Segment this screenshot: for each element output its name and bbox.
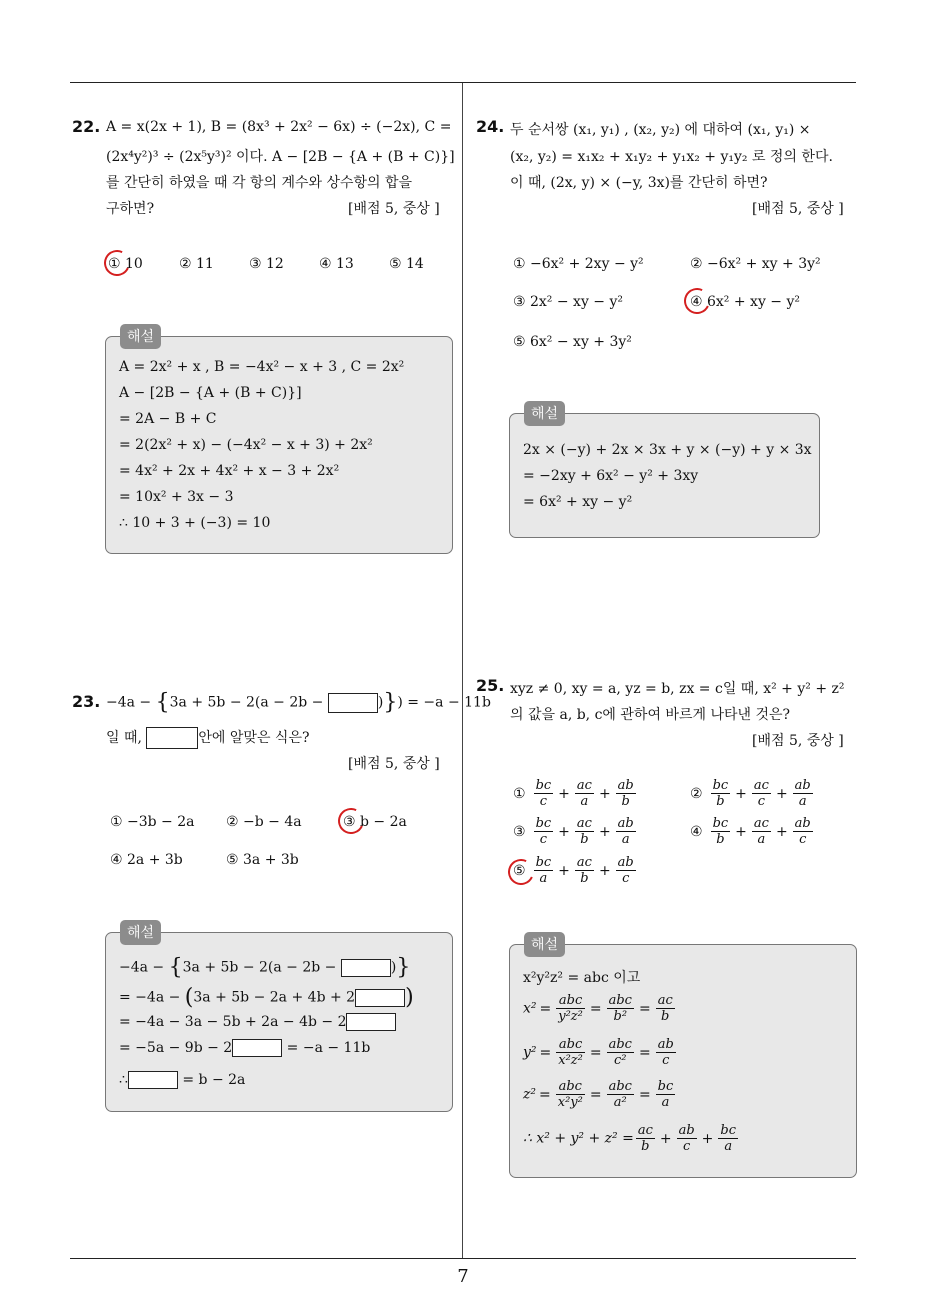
- fraction: [656, 993, 675, 1024]
- fraction-denominator: c: [539, 832, 547, 847]
- fraction: [607, 993, 634, 1024]
- expr-part: ) = −a − 11b: [397, 694, 491, 711]
- answer-blank-box: [146, 727, 198, 749]
- expr-part: +: [659, 1130, 672, 1147]
- choice-number: ⑤: [513, 862, 526, 879]
- choice-5[interactable]: ⑤ 14: [389, 256, 424, 272]
- fraction-numerator: abc: [556, 1037, 585, 1053]
- fraction-numerator: ac: [576, 778, 592, 793]
- answer-blank-box: [355, 989, 405, 1007]
- solution-box: [105, 932, 453, 1112]
- fraction-denominator: c: [757, 794, 766, 809]
- expr-part: 3a + 5b − 2(a − 2b −: [182, 959, 341, 976]
- question-text-line: 구하면?: [106, 201, 155, 217]
- question-text-line: (2x⁴y²)³ ÷ (2x⁵y³)² 이다. A − [2B − {A + (B + C)}]: [106, 149, 455, 165]
- question-number: 22.: [72, 117, 101, 136]
- expr-part: =: [589, 1000, 602, 1017]
- fraction-denominator: x²y²: [557, 1095, 583, 1110]
- fraction-numerator: ab: [794, 816, 811, 831]
- fraction: [752, 816, 771, 847]
- fraction-numerator: ab: [617, 778, 634, 793]
- solution-line: [119, 1071, 245, 1089]
- choice-number: ②: [690, 785, 703, 802]
- fraction-numerator: abc: [556, 993, 585, 1009]
- choice-1[interactable]: ① 10: [108, 256, 143, 272]
- fraction-numerator: abc: [608, 1037, 632, 1052]
- fraction-denominator: c: [799, 832, 807, 847]
- fraction-denominator: a: [757, 832, 766, 847]
- expr-part: = b − 2a: [177, 1072, 246, 1088]
- expr-part: +: [735, 823, 747, 840]
- fraction-denominator: b²: [613, 1009, 628, 1024]
- expr-part: +: [598, 862, 611, 879]
- fraction: [534, 778, 554, 809]
- fraction-numerator: ac: [753, 778, 769, 793]
- choice-1[interactable]: ① −6x² + 2xy − y²: [513, 256, 644, 272]
- fraction-denominator: a: [580, 794, 589, 809]
- answer-blank-box: [346, 1013, 396, 1031]
- expr-part: ∴ x² + y² + z² =: [523, 1130, 634, 1147]
- choice-number: ③: [513, 823, 526, 840]
- question-text-line: [106, 727, 309, 749]
- fraction-numerator: ac: [576, 855, 592, 870]
- score-difficulty: [배점 5, 중상 ]: [752, 733, 844, 749]
- fraction-denominator: a: [621, 832, 630, 847]
- expr-part: =: [589, 1044, 602, 1061]
- text-part: 안에 알맞은 식은?: [198, 730, 310, 746]
- expr-part: =: [539, 1044, 552, 1061]
- fraction: [752, 778, 771, 809]
- solution-tab: 해설: [524, 401, 565, 426]
- expr-part: =: [638, 1086, 651, 1103]
- expr-part: +: [598, 823, 611, 840]
- choice-4[interactable]: ④ 13: [319, 256, 354, 272]
- choice-number: ①: [513, 785, 526, 802]
- fraction-denominator: c: [662, 1053, 670, 1068]
- fraction: [575, 816, 594, 847]
- fraction-denominator: b: [641, 1139, 650, 1154]
- fraction: [534, 816, 554, 847]
- fraction-denominator: a: [661, 1095, 670, 1110]
- fraction: [616, 855, 636, 886]
- choice-2[interactable]: [690, 778, 815, 809]
- fraction-denominator: x²z²: [558, 1053, 583, 1068]
- brace-open: {: [155, 690, 170, 715]
- fraction-denominator: a: [539, 871, 548, 886]
- fraction: [711, 778, 731, 809]
- brace-close: }: [383, 690, 398, 715]
- expr-part: +: [735, 785, 747, 802]
- expr-part: =: [539, 1086, 551, 1103]
- fraction: [656, 1037, 676, 1068]
- expr-part: +: [558, 823, 570, 840]
- question-number: 23.: [72, 692, 101, 711]
- expr-part: ): [377, 694, 384, 711]
- expr-part: +: [701, 1130, 714, 1147]
- fraction-numerator: bc: [712, 778, 729, 793]
- choice-4[interactable]: ④ 2a + 3b: [110, 852, 183, 868]
- solution-line: [119, 985, 414, 1010]
- question-text-line: (x₂, y₂) = x₁x₂ + x₁y₂ + y₁x₂ + y₁y₂ 로 정의 한다.: [510, 149, 833, 165]
- expr-part: +: [558, 862, 570, 879]
- paren-close: ): [405, 985, 414, 1010]
- fraction: [711, 816, 731, 847]
- fraction: [793, 778, 813, 809]
- choice-1[interactable]: [513, 778, 638, 809]
- solution-line: = 2A − B + C: [119, 411, 217, 427]
- solution-line: = 6x² + xy − y²: [523, 494, 633, 510]
- fraction-denominator: a: [724, 1139, 733, 1154]
- question-text-line: A = x(2x + 1), B = (8x³ + 2x² − 6x) ÷ (−2x), C =: [106, 119, 452, 135]
- question-text-line: 이 때, (2x, y) × (−y, 3x)를 간단히 하면?: [510, 175, 768, 191]
- answer-mark-circle: [100, 246, 133, 279]
- answer-mark-circle: [680, 284, 713, 317]
- fraction-denominator: b: [716, 794, 725, 809]
- fraction-denominator: b: [716, 832, 725, 847]
- choice-number: ④: [690, 823, 703, 840]
- fraction-denominator: b: [661, 1009, 670, 1024]
- answer-mark-circle: [334, 804, 367, 837]
- choice-1[interactable]: ① −3b − 2a: [110, 814, 195, 830]
- fraction-numerator: ab: [678, 1123, 695, 1138]
- fraction-numerator: ac: [657, 993, 673, 1008]
- expr-part: =: [539, 1000, 552, 1017]
- expr-part: +: [558, 785, 570, 802]
- expr-part: x²: [523, 1000, 537, 1017]
- answer-blank-box: [328, 693, 378, 713]
- solution-line: [523, 993, 677, 1024]
- solution-line: A = 2x² + x , B = −4x² − x + 3 , C = 2x²: [119, 359, 405, 375]
- fraction: [616, 816, 636, 847]
- fraction: [575, 855, 594, 886]
- fraction: [636, 1123, 655, 1154]
- expr-part: ): [390, 959, 397, 976]
- fraction-numerator: ac: [637, 1123, 653, 1138]
- choice-2[interactable]: ② −6x² + xy + 3y²: [690, 256, 821, 272]
- expr-part: = −4a −: [119, 989, 185, 1006]
- fraction: [656, 1079, 676, 1110]
- fraction-numerator: abc: [608, 993, 632, 1008]
- expr-part: 3a + 5b − 2a + 4b + 2: [193, 989, 356, 1006]
- fraction-numerator: ab: [617, 816, 634, 831]
- fraction: [575, 778, 594, 809]
- fraction-numerator: bc: [535, 816, 552, 831]
- solution-line: = 10x² + 3x − 3: [119, 489, 234, 505]
- fraction-numerator: bc: [712, 816, 729, 831]
- fraction-denominator: c²: [614, 1053, 627, 1068]
- expr-part: =: [638, 1000, 651, 1017]
- choice-5[interactable]: ⑤ 6x² − xy + 3y²: [513, 334, 632, 350]
- solution-line: 2x × (−y) + 2x × 3x + y × (−y) + y × 3x: [523, 442, 812, 458]
- answer-blank-box: [232, 1039, 282, 1057]
- score-difficulty: [배점 5, 중상 ]: [752, 201, 844, 217]
- solution-line: x²y²z² = abc 이고: [523, 970, 641, 986]
- solution-line: [119, 955, 410, 980]
- question-number: 24.: [476, 117, 505, 136]
- fraction-numerator: abc: [556, 1079, 585, 1095]
- solution-line: [523, 1037, 678, 1068]
- question-number: 25.: [476, 676, 505, 695]
- expr-part: = −5a − 9b − 2: [119, 1040, 233, 1056]
- choice-2[interactable]: ② −b − 4a: [226, 814, 302, 830]
- solution-tab: 해설: [120, 324, 161, 349]
- choice-3[interactable]: ③ 12: [249, 256, 284, 272]
- fraction-denominator: c: [539, 794, 547, 809]
- bottom-rule: [70, 1258, 856, 1259]
- expr-part: −4a −: [106, 694, 156, 711]
- fraction-numerator: ac: [576, 816, 592, 831]
- fraction: [556, 1079, 585, 1110]
- choice-4[interactable]: ④ 6x² + xy − y²: [690, 294, 801, 310]
- fraction: [556, 1037, 585, 1068]
- solution-line: = 4x² + 2x + 4x² + x − 3 + 2x²: [119, 463, 340, 479]
- fraction-denominator: a²: [613, 1095, 627, 1110]
- fraction-numerator: abc: [608, 1079, 632, 1094]
- solution-line: ∴ 10 + 3 + (−3) = 10: [119, 515, 271, 531]
- question-text-line: 의 값을 a, b, c에 관하여 바르게 나타낸 것은?: [510, 707, 791, 723]
- fraction-denominator: b: [580, 832, 589, 847]
- fraction-denominator: y²z²: [558, 1009, 583, 1024]
- fraction: [677, 1123, 697, 1154]
- top-rule: [70, 82, 856, 83]
- choice-2[interactable]: ② 11: [179, 256, 214, 272]
- choice-3[interactable]: ③ 2x² − xy − y²: [513, 294, 624, 310]
- solution-line: [119, 1013, 396, 1031]
- solution-line: A − [2B − {A + (B + C)}]: [119, 385, 302, 401]
- brace-open: {: [168, 955, 183, 980]
- expr-part: =: [589, 1086, 602, 1103]
- fraction-denominator: c: [622, 871, 630, 886]
- expr-part: y²: [523, 1044, 537, 1061]
- fraction-denominator: a: [798, 794, 807, 809]
- solution-line: = −2xy + 6x² − y² + 3xy: [523, 468, 699, 484]
- fraction-numerator: ab: [657, 1037, 674, 1052]
- expr-part: 3a + 5b − 2(a − 2b −: [169, 694, 328, 711]
- fraction: [607, 1079, 634, 1110]
- fraction-denominator: c: [682, 1139, 691, 1154]
- score-difficulty: [배점 5, 중상 ]: [348, 201, 440, 217]
- expr-part: +: [775, 785, 788, 802]
- fraction-numerator: bc: [657, 1079, 674, 1094]
- solution-line: [119, 1039, 370, 1057]
- fraction-numerator: ac: [753, 816, 769, 831]
- expr-part: z²: [523, 1086, 536, 1103]
- solution-box: [509, 413, 820, 538]
- text-part: 일 때,: [106, 730, 147, 746]
- page-number: 7: [457, 1266, 469, 1287]
- solution-box: [509, 944, 857, 1178]
- question-text-line: xyz ≠ 0, xy = a, yz = b, zx = c일 때, x² + y² + z²: [510, 681, 845, 697]
- expr-part: =: [638, 1044, 651, 1061]
- solution-line: = 2(2x² + x) − (−4x² − x + 3) + 2x²: [119, 437, 373, 453]
- fraction-denominator: b: [621, 794, 630, 809]
- question-text-line: [106, 690, 491, 715]
- solution-line: [523, 1123, 740, 1154]
- column-divider: [462, 83, 463, 1258]
- choice-4[interactable]: [690, 816, 815, 847]
- choice-3[interactable]: [513, 816, 638, 847]
- expr-part: +: [775, 823, 788, 840]
- fraction-numerator: ab: [617, 855, 634, 870]
- fraction: [556, 993, 585, 1024]
- solution-tab: 해설: [120, 920, 161, 945]
- choice-5[interactable]: ⑤ 3a + 3b: [226, 852, 299, 868]
- fraction: [718, 1123, 738, 1154]
- fraction-numerator: bc: [720, 1123, 737, 1138]
- expr-part: = −a − 11b: [282, 1040, 371, 1056]
- solution-line: [523, 1079, 677, 1110]
- expr-part: −4a −: [119, 959, 169, 976]
- paren-open: (: [184, 985, 194, 1010]
- score-difficulty: [배점 5, 중상 ]: [348, 756, 440, 772]
- answer-blank-box: [341, 959, 391, 977]
- fraction: [793, 816, 813, 847]
- fraction: [616, 778, 636, 809]
- solution-box: [105, 336, 453, 554]
- fraction: [534, 855, 554, 886]
- expr-part: +: [598, 785, 611, 802]
- brace-close: }: [396, 955, 411, 980]
- choice-3[interactable]: ③ b − 2a: [343, 814, 407, 830]
- question-text-line: 를 간단히 하였을 때 각 항의 계수와 상수항의 합을: [106, 175, 413, 191]
- fraction-numerator: bc: [535, 855, 552, 870]
- question-text-line: 두 순서쌍 (x₁, y₁) , (x₂, y₂) 에 대하여 (x₁, y₁) ×: [510, 122, 811, 138]
- solution-tab: 해설: [524, 932, 565, 957]
- fraction-denominator: b: [580, 871, 589, 886]
- expr-part: = −4a − 3a − 5b + 2a − 4b − 2: [119, 1014, 347, 1030]
- fraction: [607, 1037, 634, 1068]
- expr-part: ∴: [119, 1072, 128, 1088]
- fraction-numerator: ab: [794, 778, 811, 793]
- fraction-numerator: bc: [535, 778, 552, 793]
- answer-blank-box: [128, 1071, 178, 1089]
